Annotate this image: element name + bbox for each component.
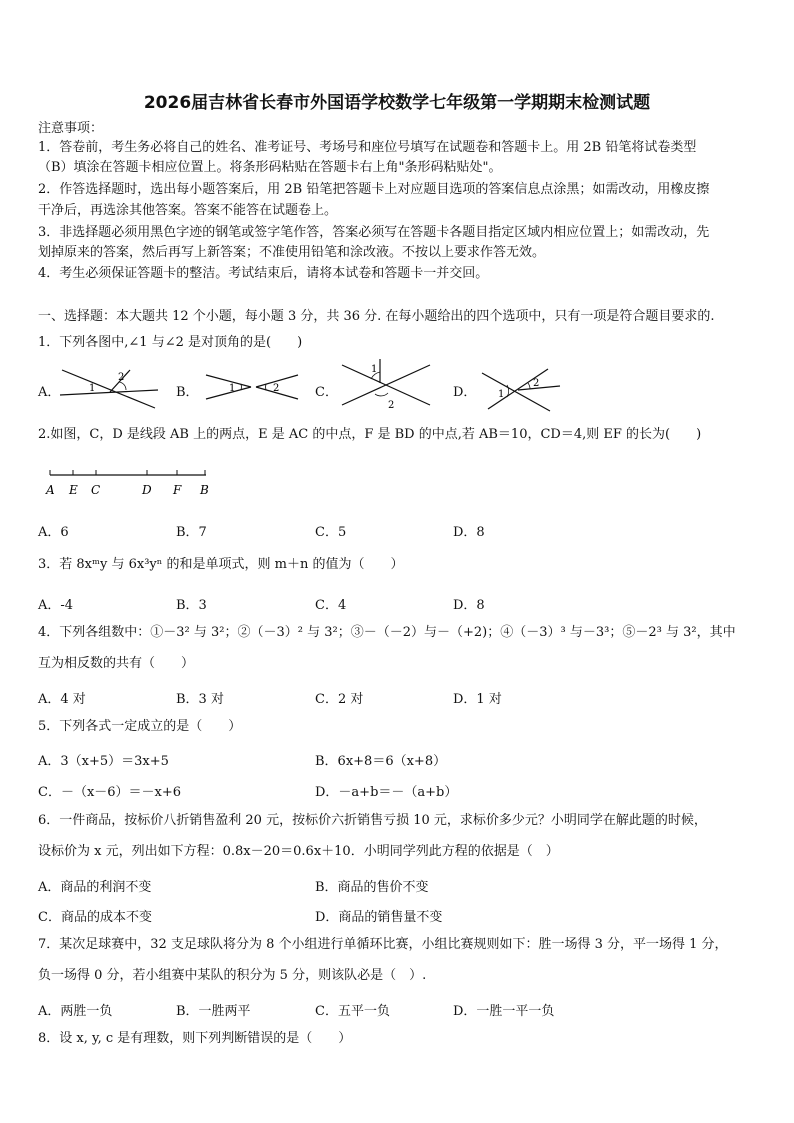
question-2-stem: 2.如图，C，D 是线段 AB 上的两点，E 是 AC 的中点，F 是 BD 的中点,若 AB＝10，CD＝4,则 EF 的长为( ): [38, 427, 702, 442]
notice-line: 4．考生必须保证答题卡的整洁。考试结束后，请将本试卷和答题卡一并交回。: [38, 266, 489, 281]
point-label: F: [173, 483, 182, 497]
notice-line: 2．作答选择题时，选出每小题答案后，用 2B 铅笔把答题卡上对应题目选项的答案信息点涂黑；如需改动，用橡皮擦: [38, 182, 710, 197]
q5-option-c: C．－（x－6）＝－x+6: [38, 785, 182, 800]
q5-option-d: D．－a+b＝－（a+b）: [315, 785, 458, 800]
q5-option-b: B．6x+8＝6（x+8）: [315, 754, 447, 769]
question-7-stem-line1: 7．某次足球赛中，32 支足球队将分为 8 个小组进行单循环比赛，小组比赛规则如下：胜一场得 3 分，平一场得 1 分，: [38, 937, 728, 952]
notice-line: 1．答卷前，考生务必将自己的姓名、准考证号、考场号和座位号填写在试题卷和答题卡上。用 2B 铅笔将试卷类型: [38, 140, 697, 155]
q1-figure-b: [203, 371, 303, 401]
q6-option-b: B．商品的售价不变: [315, 880, 429, 895]
q4-option-d: D．1 对: [453, 692, 502, 707]
angle-label: 2: [533, 378, 540, 389]
q7-option-d: D．一胜一平一负: [453, 1004, 555, 1019]
q3-option-d: D．8: [453, 598, 485, 613]
point-label: E: [69, 483, 78, 497]
q2-option-c: C．5: [315, 525, 347, 540]
angle-label: 1: [498, 389, 505, 400]
q6-option-d: D．商品的销售量不变: [315, 910, 443, 925]
point-label: B: [200, 483, 209, 497]
q7-option-a: A．两胜一负: [38, 1004, 113, 1019]
notice-heading: 注意事项：: [38, 121, 104, 136]
question-6-stem-line1: 6．一件商品，按标价八折销售盈利 20 元，按标价六折销售亏损 10 元，求标价多少元？小明同学在解此题的时候，: [38, 813, 707, 828]
q2-segment-figure: [44, 466, 219, 500]
q5-option-a: A．3（x+5）＝3x+5: [38, 754, 169, 769]
q2-option-d: D．8: [453, 525, 485, 540]
q7-option-c: C．五平一负: [315, 1004, 390, 1019]
q3-option-b: B．3: [176, 598, 207, 613]
notice-line: （B）填涂在答题卡相应位置上。将条形码粘贴在答题卡右上角"条形码粘贴处"。: [38, 160, 502, 175]
question-6-stem-line2: 设标价为 x 元，列出如下方程：0.8x－20＝0.6x＋10．小明同学列此方程的依据是（ ）: [38, 844, 559, 859]
question-7-stem-line2: 负一场得 0 分，若小组赛中某队的积分为 5 分，则该队必是（ ）.: [38, 968, 427, 983]
q4-option-a: A．4 对: [38, 692, 86, 707]
q1-option-b-label: B．: [176, 385, 199, 400]
point-label: A: [46, 483, 55, 497]
section-heading: 一、选择题：本大题共 12 个小题，每小题 3 分，共 36 分. 在每小题给出的四个选项中，只有一项是符合题目要求的.: [38, 309, 715, 324]
notice-line: 划掉原来的答案，然后再写上新答案；不准使用铅笔和涂改液。不按以上要求作答无效。: [38, 245, 546, 260]
point-label: D: [142, 483, 152, 497]
question-4-stem-line2: 互为相反数的共有（ ）: [38, 656, 195, 671]
q3-option-c: C．4: [315, 598, 347, 613]
angle-label: 2: [118, 372, 125, 383]
point-label: C: [91, 483, 101, 497]
q6-option-c: C．商品的成本不变: [38, 910, 152, 925]
q1-figure-a: [60, 364, 160, 414]
angle-label: 1: [371, 364, 378, 375]
q7-option-b: B．一胜两平: [176, 1004, 251, 1019]
q1-option-c-label: C．: [315, 385, 338, 400]
q2-option-b: B．7: [176, 525, 207, 540]
q1-figure-c: [338, 357, 438, 417]
q1-option-d-label: D．: [453, 385, 477, 400]
angle-label: 2: [273, 383, 280, 394]
angle-label: 1: [89, 383, 96, 394]
q1-option-a-label: A．: [38, 385, 61, 400]
notice-line: 3．非选择题必须用黑色字迹的钢笔或签字笔作答，答案必须写在答题卡各题目指定区域内相应位置上；如需改动，先: [38, 225, 710, 240]
question-4-stem-line1: 4．下列各组数中：①－3² 与 3²；②（－3）² 与 3²；③－（－2）与－（+2)；④（－3）³ 与－3³；⑤－2³ 与 3²，其中: [38, 625, 736, 640]
question-1-stem: 1．下列各图中,∠1 与∠2 是对顶角的是( ): [38, 335, 303, 350]
q1-figure-d: [478, 365, 568, 415]
q6-option-a: A．商品的利润不变: [38, 880, 152, 895]
q2-option-a: A．6: [38, 525, 69, 540]
q4-option-c: C．2 对: [315, 692, 364, 707]
question-3-stem: 3．若 8xᵐy 与 6x³yⁿ 的和是单项式，则 m＋n 的值为（ ）: [38, 557, 404, 572]
question-5-stem: 5．下列各式一定成立的是（ ）: [38, 719, 242, 734]
q4-option-b: B．3 对: [176, 692, 224, 707]
angle-label: 1: [229, 383, 236, 394]
angle-label: 2: [388, 400, 395, 411]
question-8-stem: 8．设 x, y, c 是有理数，则下列判断错误的是（ ）: [38, 1031, 352, 1046]
page-title: 2026届吉林省长春市外国语学校数学七年级第一学期期末检测试题: [143, 93, 651, 113]
notice-line: 干净后，再选涂其他答案。答案不能答在试题卷上。: [38, 203, 338, 218]
q3-option-a: A．-4: [38, 598, 74, 613]
